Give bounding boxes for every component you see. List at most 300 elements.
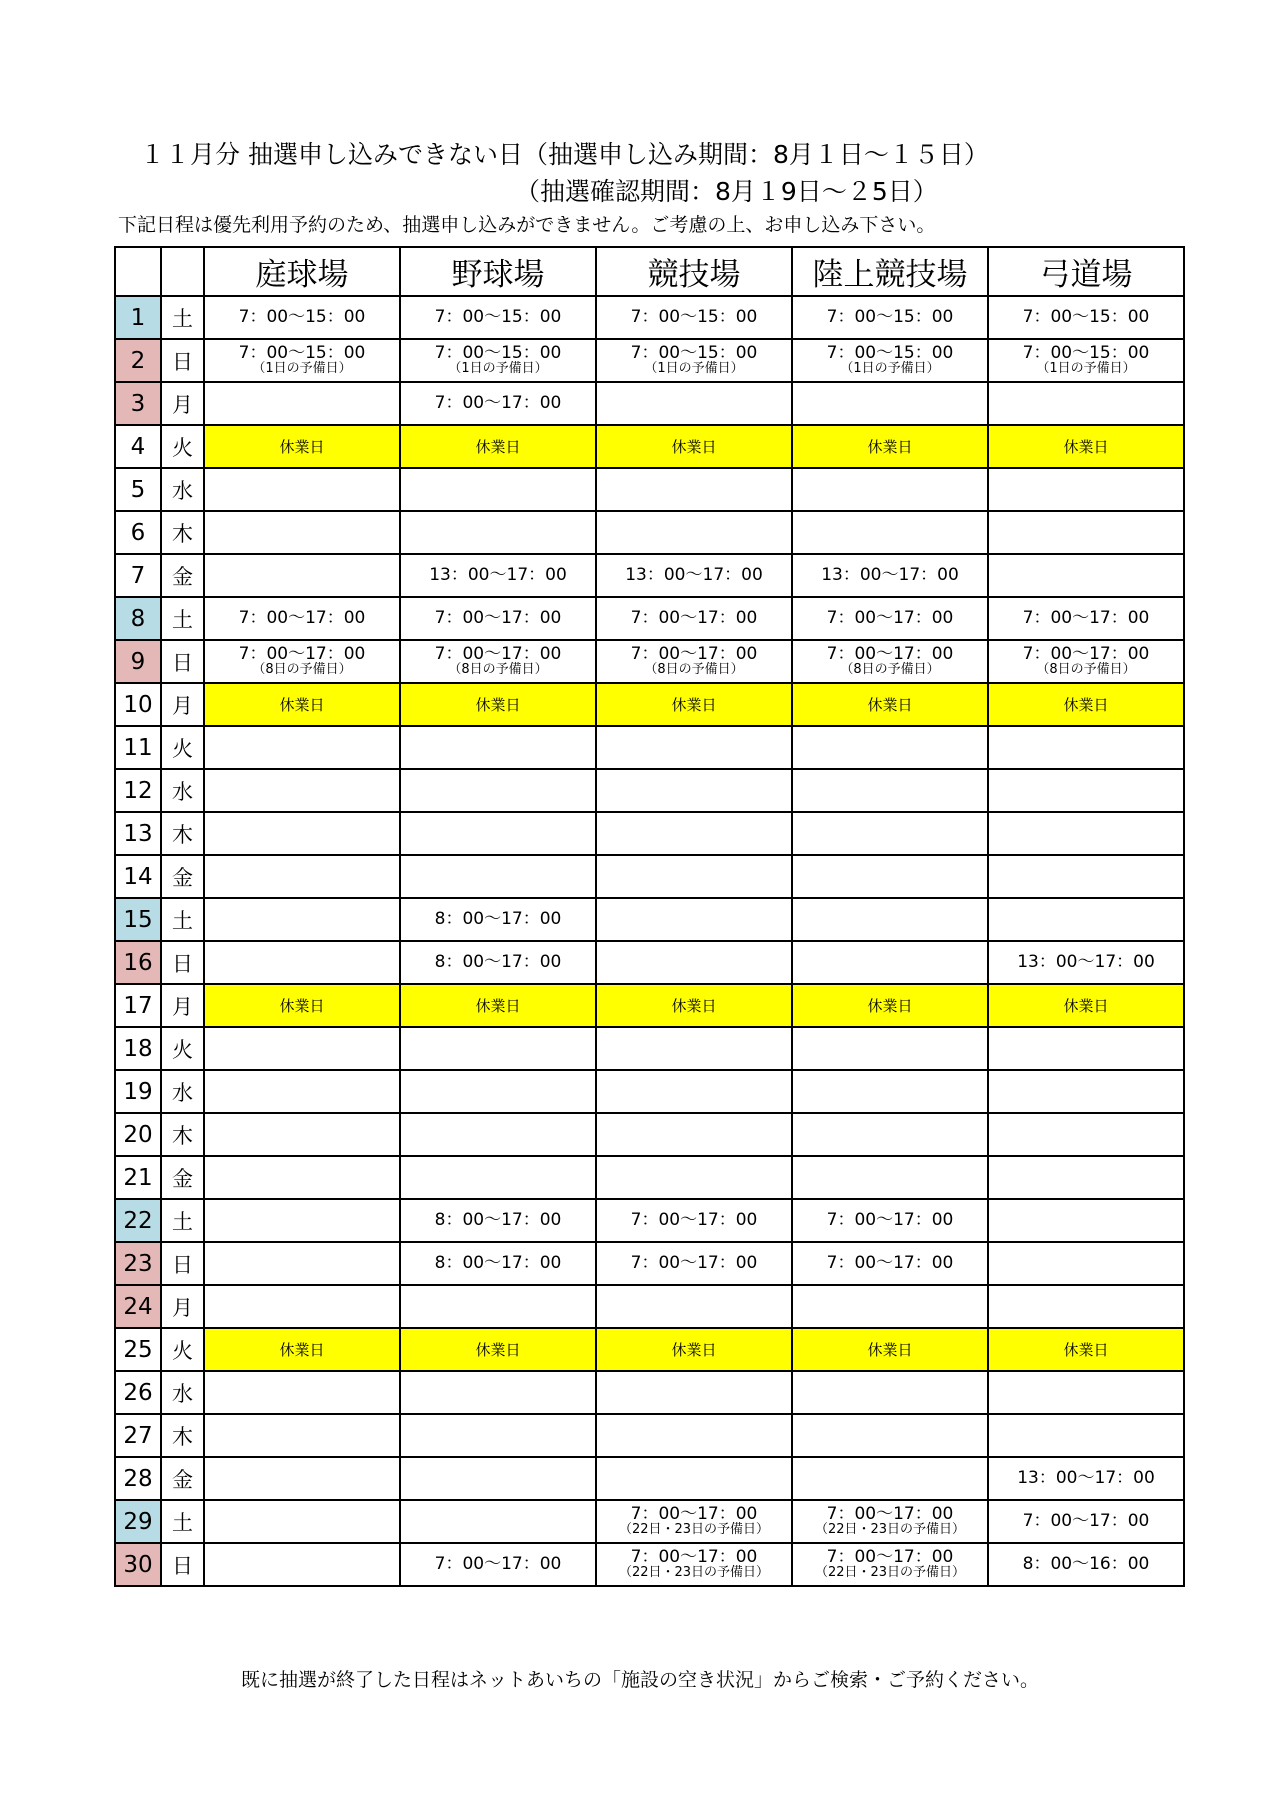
time-range: 7：00～17：00 bbox=[826, 1547, 954, 1567]
empty-cell bbox=[596, 1070, 792, 1113]
empty-cell bbox=[400, 511, 596, 554]
time-range: 7：00～15：00 bbox=[238, 343, 366, 363]
document-title: １１月分 抽選申し込みできない日（抽選申し込み期間：8月１日～１５日） bbox=[140, 140, 989, 169]
day-number: 26 bbox=[115, 1371, 161, 1414]
empty-cell bbox=[400, 1070, 596, 1113]
time-range: 7：00～17：00 bbox=[630, 644, 758, 664]
empty-cell bbox=[792, 1027, 988, 1070]
reserve-day-note: （8日の予備日） bbox=[644, 662, 744, 677]
empty-cell bbox=[792, 511, 988, 554]
empty-cell bbox=[204, 1070, 400, 1113]
empty-cell bbox=[596, 1156, 792, 1199]
reserve-day-note: （22日・23日の予備日） bbox=[814, 1522, 966, 1537]
day-number: 16 bbox=[115, 941, 161, 984]
closed-day-cell: 休業日 bbox=[988, 683, 1184, 726]
table-row bbox=[115, 1070, 1184, 1113]
header-row bbox=[115, 247, 1184, 296]
weekday: 火 bbox=[161, 1328, 204, 1371]
time-slot-cell bbox=[596, 1199, 792, 1242]
day-number: 8 bbox=[115, 597, 161, 640]
day-number: 3 bbox=[115, 382, 161, 425]
time-slot-cell bbox=[400, 339, 596, 382]
empty-cell bbox=[988, 1070, 1184, 1113]
closed-day-cell: 休業日 bbox=[204, 1328, 400, 1371]
time-slot-cell bbox=[400, 296, 596, 339]
weekday: 日 bbox=[161, 339, 204, 382]
table-row bbox=[115, 1371, 1184, 1414]
time-range: 7：00～17：00 bbox=[434, 608, 562, 628]
time-range: 7：00～15：00 bbox=[630, 307, 758, 327]
closed-day-cell: 休業日 bbox=[596, 984, 792, 1027]
day-number: 27 bbox=[115, 1414, 161, 1457]
reserve-day-note: （8日の予備日） bbox=[252, 662, 352, 677]
time-slot-cell bbox=[792, 1199, 988, 1242]
time-range: 7：00～15：00 bbox=[1022, 307, 1150, 327]
day-number: 20 bbox=[115, 1113, 161, 1156]
empty-cell bbox=[204, 511, 400, 554]
day-number: 29 bbox=[115, 1500, 161, 1543]
table-row bbox=[115, 726, 1184, 769]
weekday: 土 bbox=[161, 1199, 204, 1242]
time-slot-cell bbox=[792, 296, 988, 339]
time-slot-cell bbox=[400, 898, 596, 941]
time-range: 7：00～17：00 bbox=[238, 608, 366, 628]
time-range: 7：00～17：00 bbox=[434, 393, 562, 413]
empty-cell bbox=[204, 812, 400, 855]
weekday: 月 bbox=[161, 984, 204, 1027]
weekday: 土 bbox=[161, 898, 204, 941]
time-range: 7：00～17：00 bbox=[826, 644, 954, 664]
time-slot-cell bbox=[204, 597, 400, 640]
header-weekday-blank bbox=[161, 247, 204, 296]
time-slot-cell bbox=[596, 640, 792, 683]
day-number: 15 bbox=[115, 898, 161, 941]
schedule-table bbox=[114, 246, 1185, 1587]
table-row bbox=[115, 1414, 1184, 1457]
reserve-day-note: （8日の予備日） bbox=[448, 662, 548, 677]
empty-cell bbox=[792, 1113, 988, 1156]
time-slot-cell bbox=[204, 339, 400, 382]
empty-cell bbox=[204, 1199, 400, 1242]
day-number: 14 bbox=[115, 855, 161, 898]
empty-cell bbox=[988, 511, 1184, 554]
time-range: 7：00～17：00 bbox=[630, 1504, 758, 1524]
empty-cell bbox=[596, 1027, 792, 1070]
empty-cell bbox=[988, 769, 1184, 812]
table-row bbox=[115, 1328, 1184, 1371]
empty-cell bbox=[988, 1414, 1184, 1457]
weekday: 日 bbox=[161, 640, 204, 683]
table-row bbox=[115, 296, 1184, 339]
empty-cell bbox=[988, 554, 1184, 597]
empty-cell bbox=[400, 1027, 596, 1070]
table-row bbox=[115, 468, 1184, 511]
time-range: 7：00～15：00 bbox=[1022, 343, 1150, 363]
empty-cell bbox=[596, 726, 792, 769]
day-number: 24 bbox=[115, 1285, 161, 1328]
day-number: 17 bbox=[115, 984, 161, 1027]
empty-cell bbox=[988, 812, 1184, 855]
empty-cell bbox=[204, 941, 400, 984]
table-row bbox=[115, 855, 1184, 898]
schedule-body bbox=[115, 296, 1184, 1586]
empty-cell bbox=[400, 812, 596, 855]
day-number: 5 bbox=[115, 468, 161, 511]
day-number: 4 bbox=[115, 425, 161, 468]
weekday: 水 bbox=[161, 769, 204, 812]
time-slot-cell bbox=[596, 1543, 792, 1586]
closed-day-cell: 休業日 bbox=[596, 683, 792, 726]
time-range: 7：00～17：00 bbox=[630, 1210, 758, 1230]
empty-cell bbox=[792, 812, 988, 855]
table-row bbox=[115, 1199, 1184, 1242]
table-row bbox=[115, 1027, 1184, 1070]
time-slot-cell bbox=[988, 1457, 1184, 1500]
time-range: 7：00～17：00 bbox=[630, 1253, 758, 1273]
empty-cell bbox=[792, 1070, 988, 1113]
day-number: 11 bbox=[115, 726, 161, 769]
empty-cell bbox=[400, 1156, 596, 1199]
empty-cell bbox=[596, 769, 792, 812]
table-row bbox=[115, 640, 1184, 683]
closed-day-cell: 休業日 bbox=[204, 984, 400, 1027]
table-row bbox=[115, 382, 1184, 425]
empty-cell bbox=[596, 511, 792, 554]
time-slot-cell bbox=[792, 597, 988, 640]
weekday: 木 bbox=[161, 812, 204, 855]
weekday: 日 bbox=[161, 1242, 204, 1285]
empty-cell bbox=[204, 468, 400, 511]
empty-cell bbox=[988, 1285, 1184, 1328]
empty-cell bbox=[988, 1199, 1184, 1242]
empty-cell bbox=[596, 898, 792, 941]
time-range: 13：00～17：00 bbox=[429, 565, 567, 585]
time-range: 8：00～17：00 bbox=[434, 1210, 562, 1230]
day-number: 1 bbox=[115, 296, 161, 339]
reserve-day-note: （1日の予備日） bbox=[252, 361, 352, 376]
closed-day-cell: 休業日 bbox=[596, 1328, 792, 1371]
time-range: 13：00～17：00 bbox=[821, 565, 959, 585]
empty-cell bbox=[792, 468, 988, 511]
weekday: 金 bbox=[161, 1156, 204, 1199]
empty-cell bbox=[400, 1414, 596, 1457]
column-header: 野球場 bbox=[400, 247, 596, 296]
time-slot-cell bbox=[400, 554, 596, 597]
time-range: 8：00～17：00 bbox=[434, 1253, 562, 1273]
closed-day-cell: 休業日 bbox=[988, 1328, 1184, 1371]
table-row bbox=[115, 511, 1184, 554]
empty-cell bbox=[792, 769, 988, 812]
day-number: 7 bbox=[115, 554, 161, 597]
closed-day-cell: 休業日 bbox=[988, 984, 1184, 1027]
time-slot-cell bbox=[792, 554, 988, 597]
reserve-day-note: （22日・23日の予備日） bbox=[814, 1565, 966, 1580]
table-row bbox=[115, 683, 1184, 726]
table-row bbox=[115, 597, 1184, 640]
empty-cell bbox=[988, 726, 1184, 769]
time-range: 13：00～17：00 bbox=[625, 565, 763, 585]
day-number: 10 bbox=[115, 683, 161, 726]
time-slot-cell bbox=[400, 597, 596, 640]
time-range: 7：00～17：00 bbox=[434, 1554, 562, 1574]
closed-day-cell: 休業日 bbox=[204, 425, 400, 468]
closed-day-cell: 休業日 bbox=[400, 683, 596, 726]
reserve-day-note: （8日の予備日） bbox=[1036, 662, 1136, 677]
empty-cell bbox=[792, 1285, 988, 1328]
weekday: 木 bbox=[161, 1414, 204, 1457]
closed-day-cell: 休業日 bbox=[792, 984, 988, 1027]
empty-cell bbox=[204, 726, 400, 769]
reserve-day-note: （1日の予備日） bbox=[448, 361, 548, 376]
table-row bbox=[115, 1242, 1184, 1285]
closed-day-cell: 休業日 bbox=[792, 683, 988, 726]
weekday: 水 bbox=[161, 1070, 204, 1113]
table-row bbox=[115, 812, 1184, 855]
time-slot-cell bbox=[596, 339, 792, 382]
empty-cell bbox=[400, 1285, 596, 1328]
time-slot-cell bbox=[792, 1242, 988, 1285]
weekday: 火 bbox=[161, 726, 204, 769]
time-range: 7：00～17：00 bbox=[434, 644, 562, 664]
empty-cell bbox=[204, 1113, 400, 1156]
closed-day-cell: 休業日 bbox=[596, 425, 792, 468]
table-row bbox=[115, 1543, 1184, 1586]
day-number: 12 bbox=[115, 769, 161, 812]
time-slot-cell bbox=[596, 554, 792, 597]
empty-cell bbox=[204, 1543, 400, 1586]
time-slot-cell bbox=[204, 640, 400, 683]
notice-text: 下記日程は優先利用予約のため、抽選申し込みができません。ご考慮の上、お申し込み下さい。 bbox=[118, 214, 936, 236]
day-number: 9 bbox=[115, 640, 161, 683]
time-range: 7：00～17：00 bbox=[826, 1253, 954, 1273]
table-row bbox=[115, 425, 1184, 468]
document-subtitle: （抽選確認期間：8月１9日～２5日） bbox=[515, 177, 938, 206]
weekday: 日 bbox=[161, 1543, 204, 1586]
time-range: 8：00～17：00 bbox=[434, 909, 562, 929]
day-number: 6 bbox=[115, 511, 161, 554]
column-header: 弓道場 bbox=[988, 247, 1184, 296]
weekday: 月 bbox=[161, 1285, 204, 1328]
empty-cell bbox=[400, 1371, 596, 1414]
day-number: 25 bbox=[115, 1328, 161, 1371]
time-range: 7：00～15：00 bbox=[826, 307, 954, 327]
empty-cell bbox=[204, 1457, 400, 1500]
weekday: 土 bbox=[161, 1500, 204, 1543]
empty-cell bbox=[792, 382, 988, 425]
empty-cell bbox=[596, 812, 792, 855]
day-number: 18 bbox=[115, 1027, 161, 1070]
day-number: 23 bbox=[115, 1242, 161, 1285]
empty-cell bbox=[204, 769, 400, 812]
empty-cell bbox=[792, 1457, 988, 1500]
empty-cell bbox=[596, 941, 792, 984]
weekday: 火 bbox=[161, 425, 204, 468]
empty-cell bbox=[988, 1113, 1184, 1156]
table-row bbox=[115, 769, 1184, 812]
time-range: 7：00～17：00 bbox=[630, 1547, 758, 1567]
empty-cell bbox=[204, 1156, 400, 1199]
time-range: 7：00～17：00 bbox=[630, 608, 758, 628]
column-header: 競技場 bbox=[596, 247, 792, 296]
weekday: 金 bbox=[161, 855, 204, 898]
time-range: 7：00～15：00 bbox=[630, 343, 758, 363]
time-slot-cell bbox=[792, 339, 988, 382]
empty-cell bbox=[596, 1113, 792, 1156]
time-slot-cell bbox=[988, 296, 1184, 339]
table-row bbox=[115, 554, 1184, 597]
time-range: 7：00～17：00 bbox=[826, 1504, 954, 1524]
empty-cell bbox=[400, 1500, 596, 1543]
time-range: 7：00～15：00 bbox=[238, 307, 366, 327]
time-slot-cell bbox=[596, 296, 792, 339]
closed-day-cell: 休業日 bbox=[204, 683, 400, 726]
time-slot-cell bbox=[400, 1543, 596, 1586]
time-range: 7：00～15：00 bbox=[826, 343, 954, 363]
table-row bbox=[115, 984, 1184, 1027]
reserve-day-note: （1日の予備日） bbox=[1036, 361, 1136, 376]
empty-cell bbox=[400, 855, 596, 898]
time-slot-cell bbox=[204, 296, 400, 339]
closed-day-cell: 休業日 bbox=[400, 1328, 596, 1371]
reserve-day-note: （1日の予備日） bbox=[644, 361, 744, 376]
table-row bbox=[115, 941, 1184, 984]
empty-cell bbox=[204, 855, 400, 898]
weekday: 土 bbox=[161, 296, 204, 339]
empty-cell bbox=[596, 1285, 792, 1328]
day-number: 2 bbox=[115, 339, 161, 382]
column-header: 陸上競技場 bbox=[792, 247, 988, 296]
empty-cell bbox=[988, 1027, 1184, 1070]
day-number: 13 bbox=[115, 812, 161, 855]
time-range: 7：00～17：00 bbox=[826, 1210, 954, 1230]
time-slot-cell bbox=[596, 1242, 792, 1285]
empty-cell bbox=[988, 1242, 1184, 1285]
closed-day-cell: 休業日 bbox=[792, 1328, 988, 1371]
empty-cell bbox=[988, 1371, 1184, 1414]
empty-cell bbox=[400, 726, 596, 769]
empty-cell bbox=[400, 1113, 596, 1156]
empty-cell bbox=[988, 1156, 1184, 1199]
empty-cell bbox=[204, 1500, 400, 1543]
time-slot-cell bbox=[792, 640, 988, 683]
weekday: 月 bbox=[161, 382, 204, 425]
empty-cell bbox=[988, 855, 1184, 898]
empty-cell bbox=[596, 468, 792, 511]
closed-day-cell: 休業日 bbox=[988, 425, 1184, 468]
weekday: 日 bbox=[161, 941, 204, 984]
time-range: 7：00～17：00 bbox=[1022, 608, 1150, 628]
weekday: 水 bbox=[161, 1371, 204, 1414]
table-row bbox=[115, 898, 1184, 941]
empty-cell bbox=[596, 1414, 792, 1457]
reserve-day-note: （22日・23日の予備日） bbox=[618, 1522, 770, 1537]
table-row bbox=[115, 1113, 1184, 1156]
table-row bbox=[115, 1285, 1184, 1328]
time-slot-cell bbox=[792, 1500, 988, 1543]
time-slot-cell bbox=[400, 1199, 596, 1242]
empty-cell bbox=[988, 468, 1184, 511]
empty-cell bbox=[792, 855, 988, 898]
time-range: 13：00～17：00 bbox=[1017, 1468, 1155, 1488]
table-row bbox=[115, 1457, 1184, 1500]
day-number: 21 bbox=[115, 1156, 161, 1199]
time-range: 8：00～16：00 bbox=[1022, 1554, 1150, 1574]
closed-day-cell: 休業日 bbox=[400, 425, 596, 468]
empty-cell bbox=[204, 382, 400, 425]
empty-cell bbox=[400, 769, 596, 812]
day-number: 28 bbox=[115, 1457, 161, 1500]
time-range: 7：00～17：00 bbox=[1022, 1511, 1150, 1531]
empty-cell bbox=[596, 1371, 792, 1414]
day-number: 19 bbox=[115, 1070, 161, 1113]
header-day-blank bbox=[115, 247, 161, 296]
empty-cell bbox=[792, 1414, 988, 1457]
time-slot-cell bbox=[988, 640, 1184, 683]
time-slot-cell bbox=[988, 941, 1184, 984]
weekday: 火 bbox=[161, 1027, 204, 1070]
time-slot-cell bbox=[596, 1500, 792, 1543]
table-row bbox=[115, 1500, 1184, 1543]
weekday: 月 bbox=[161, 683, 204, 726]
time-slot-cell bbox=[988, 1543, 1184, 1586]
reserve-day-note: （8日の予備日） bbox=[840, 662, 940, 677]
time-range: 7：00～17：00 bbox=[1022, 644, 1150, 664]
time-range: 7：00～17：00 bbox=[826, 608, 954, 628]
empty-cell bbox=[792, 1371, 988, 1414]
time-slot-cell bbox=[596, 597, 792, 640]
empty-cell bbox=[400, 468, 596, 511]
day-number: 30 bbox=[115, 1543, 161, 1586]
weekday: 木 bbox=[161, 1113, 204, 1156]
time-slot-cell bbox=[400, 382, 596, 425]
empty-cell bbox=[792, 941, 988, 984]
empty-cell bbox=[792, 726, 988, 769]
empty-cell bbox=[204, 1027, 400, 1070]
empty-cell bbox=[204, 554, 400, 597]
time-range: 7：00～17：00 bbox=[238, 644, 366, 664]
empty-cell bbox=[988, 382, 1184, 425]
time-range: 13：00～17：00 bbox=[1017, 952, 1155, 972]
empty-cell bbox=[596, 1457, 792, 1500]
time-range: 7：00～15：00 bbox=[434, 343, 562, 363]
time-slot-cell bbox=[400, 640, 596, 683]
weekday: 水 bbox=[161, 468, 204, 511]
table-row bbox=[115, 1156, 1184, 1199]
reserve-day-note: （22日・23日の予備日） bbox=[618, 1565, 770, 1580]
time-slot-cell bbox=[400, 941, 596, 984]
empty-cell bbox=[988, 898, 1184, 941]
closed-day-cell: 休業日 bbox=[400, 984, 596, 1027]
empty-cell bbox=[596, 855, 792, 898]
empty-cell bbox=[400, 1457, 596, 1500]
weekday: 土 bbox=[161, 597, 204, 640]
time-slot-cell bbox=[988, 1500, 1184, 1543]
table-row bbox=[115, 339, 1184, 382]
column-header: 庭球場 bbox=[204, 247, 400, 296]
reserve-day-note: （1日の予備日） bbox=[840, 361, 940, 376]
weekday: 金 bbox=[161, 1457, 204, 1500]
empty-cell bbox=[204, 1242, 400, 1285]
day-number: 22 bbox=[115, 1199, 161, 1242]
weekday: 金 bbox=[161, 554, 204, 597]
empty-cell bbox=[596, 382, 792, 425]
empty-cell bbox=[204, 1371, 400, 1414]
empty-cell bbox=[792, 1156, 988, 1199]
empty-cell bbox=[792, 898, 988, 941]
closed-day-cell: 休業日 bbox=[792, 425, 988, 468]
time-range: 8：00～17：00 bbox=[434, 952, 562, 972]
time-range: 7：00～15：00 bbox=[434, 307, 562, 327]
